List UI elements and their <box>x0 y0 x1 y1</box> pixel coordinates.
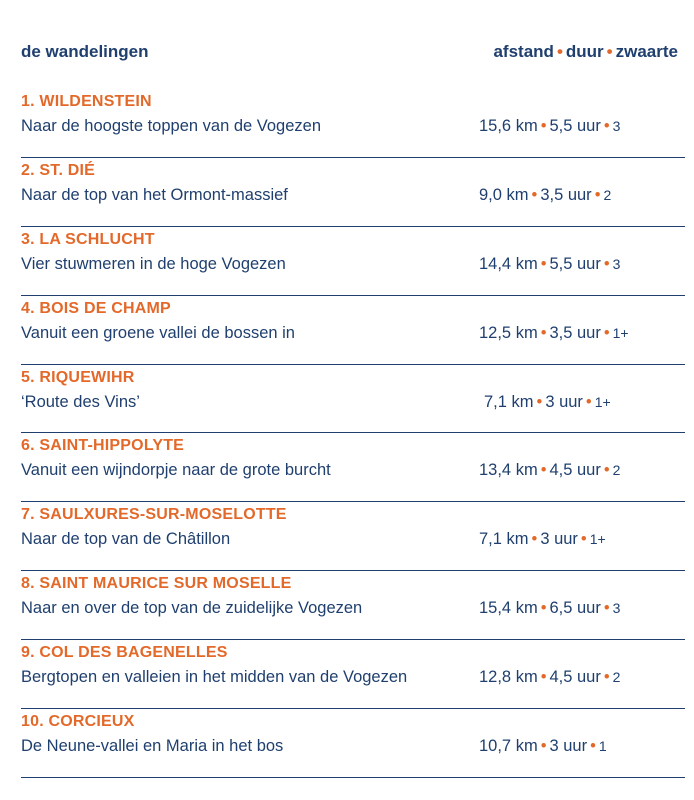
walk-title: 10. CORCIEUX <box>21 713 135 731</box>
walk-stats <box>479 530 606 549</box>
walk-stats <box>479 461 620 480</box>
walk-difficulty: 3 <box>612 600 621 617</box>
bullet-icon: • <box>540 254 547 273</box>
walk-distance: 12,5 km <box>479 323 538 342</box>
bullet-icon: • <box>540 117 547 135</box>
walk-distance: 14,4 km <box>479 254 538 273</box>
walk-list <box>21 89 685 778</box>
walk-difficulty: 1+ <box>589 531 606 548</box>
bullet-icon: • <box>540 737 547 756</box>
walk-description: ‘Route des Vins’ <box>21 392 140 411</box>
walk-title: 4. BOIS DE CHAMP <box>21 299 171 317</box>
walk-duration: 3 uur <box>540 530 578 549</box>
walk-duration: 3 uur <box>545 392 583 411</box>
walk-difficulty: 1 <box>598 738 607 755</box>
walk-distance: 12,8 km <box>479 668 538 687</box>
walk-description: Naar de top van het Ormont-massief <box>21 185 288 204</box>
walk-description: Naar en over de top van de zuidelijke Vogezen <box>21 599 363 618</box>
bullet-icon: • <box>540 323 547 342</box>
bullet-icon: • <box>556 42 563 61</box>
bullet-icon: • <box>540 599 547 618</box>
walk-distance: 10,7 km <box>479 737 538 756</box>
walk-duration: 3,5 uur <box>540 185 592 204</box>
walk-row <box>21 502 685 571</box>
bullet-icon: • <box>594 185 601 204</box>
walk-distance: 7,1 km <box>479 530 529 549</box>
walk-difficulty: 2 <box>612 462 621 479</box>
walk-stats <box>479 324 629 343</box>
walk-title: 8. SAINT MAURICE SUR MOSELLE <box>21 575 292 593</box>
walk-title: 2. ST. DIÉ <box>21 161 96 179</box>
walk-stats <box>479 186 611 205</box>
walk-row <box>21 227 685 296</box>
walk-difficulty: 3 <box>612 255 621 272</box>
walk-title: 3. LA SCHLUCHT <box>21 230 155 248</box>
bullet-icon: • <box>606 42 613 61</box>
walk-title: 5. RIQUEWIHR <box>21 368 135 386</box>
walk-description: Vanuit een groene vallei de bossen in <box>21 323 295 342</box>
walk-difficulty: 3 <box>612 118 621 134</box>
walk-distance: 15,6 km <box>479 117 538 135</box>
walk-title: 1. WILDENSTEIN <box>21 93 152 110</box>
walk-row <box>21 365 685 434</box>
column-headers <box>493 42 678 62</box>
walk-description: Naar de top van de Châtillon <box>21 530 231 549</box>
bullet-icon: • <box>590 737 596 756</box>
walk-difficulty: 2 <box>603 186 612 203</box>
walk-duration: 5,5 uur <box>549 254 601 273</box>
duration-column-header: duur <box>565 42 604 61</box>
bullet-icon: • <box>603 323 610 342</box>
bullet-icon: • <box>603 254 610 273</box>
walk-description: De Neune-vallei en Maria in het bos <box>21 737 284 756</box>
bullet-icon: • <box>531 530 538 549</box>
walk-difficulty: 2 <box>612 669 621 686</box>
walk-duration: 3,5 uur <box>549 323 601 342</box>
bullet-icon: • <box>536 392 543 411</box>
walk-row <box>21 296 685 365</box>
walk-distance: 15,4 km <box>479 599 538 618</box>
walk-row <box>21 89 685 158</box>
walk-description: Bergtopen en valleien in het midden van de Vogezen <box>21 668 408 687</box>
walk-description: Vanuit een wijndorpje naar de grote burcht <box>21 461 331 480</box>
walk-duration: 3 uur <box>549 737 588 756</box>
bullet-icon: • <box>603 668 610 687</box>
bullet-icon: • <box>603 461 610 480</box>
bullet-icon: • <box>540 668 547 687</box>
walk-row <box>21 709 685 778</box>
page-title: de wandelingen <box>21 42 149 61</box>
walk-distance: 9,0 km <box>479 185 529 204</box>
table-header <box>21 38 678 64</box>
walk-title: 7. SAULXURES-SUR-MOSELOTTE <box>21 506 287 524</box>
walk-description: Vier stuwmeren in de hoge Vogezen <box>21 254 286 273</box>
bullet-icon: • <box>603 117 610 135</box>
walk-stats <box>479 117 620 136</box>
walk-stats <box>484 393 611 412</box>
walk-row <box>21 158 685 227</box>
distance-column-header: afstand <box>493 42 554 61</box>
walk-duration: 6,5 uur <box>549 599 601 618</box>
bullet-icon: • <box>585 392 592 411</box>
walk-row <box>21 640 685 709</box>
walk-duration: 5,5 uur <box>549 117 601 135</box>
walk-row <box>21 433 685 502</box>
walk-title: 6. SAINT-HIPPOLYTE <box>21 437 185 455</box>
bullet-icon: • <box>540 461 547 480</box>
walk-stats <box>479 668 620 687</box>
walk-title: 9. COL DES BAGENELLES <box>21 644 228 662</box>
walk-distance: 7,1 km <box>484 392 534 411</box>
walk-difficulty: 1+ <box>594 393 611 410</box>
bullet-icon: • <box>580 530 587 549</box>
walk-duration: 4,5 uur <box>549 461 601 480</box>
walk-description: Naar de hoogste toppen van de Vogezen <box>21 117 321 135</box>
walk-row <box>21 571 685 640</box>
walk-stats <box>479 737 607 756</box>
walk-difficulty: 1+ <box>612 324 629 341</box>
difficulty-column-header: zwaarte <box>615 42 678 61</box>
walk-duration: 4,5 uur <box>549 668 601 687</box>
walk-stats <box>479 599 620 618</box>
bullet-icon: • <box>603 599 610 618</box>
walk-distance: 13,4 km <box>479 461 538 480</box>
walk-stats <box>479 255 620 274</box>
bullet-icon: • <box>531 185 538 204</box>
